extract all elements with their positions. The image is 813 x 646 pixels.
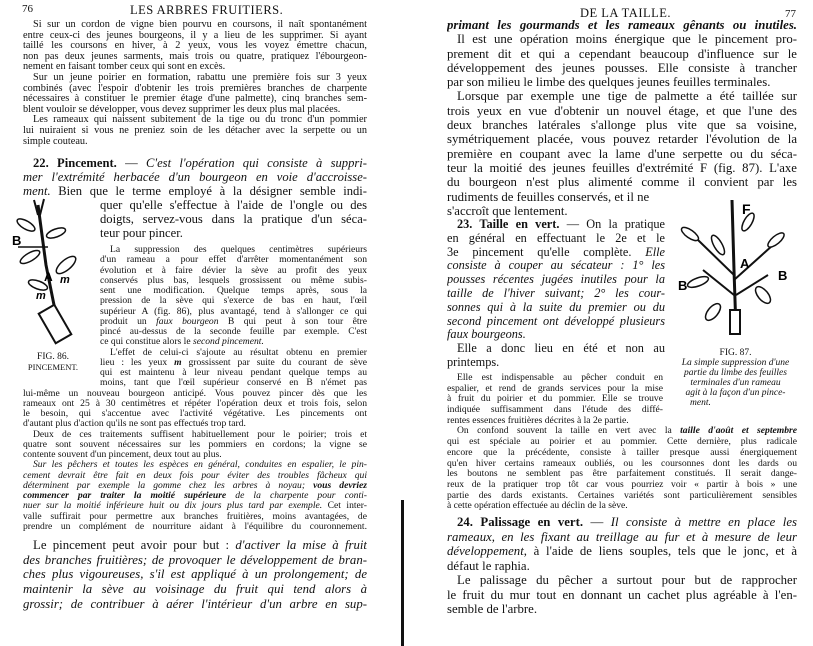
figure-87-caption-line: partie du limbe des feuilles [684,368,787,378]
text-run: développement des jeunes pousses. Elle consiste à trancher [447,60,797,75]
text-run: nuer sur la moitié inférieure huit ou dix jours plus tard par exemple. [23,501,323,512]
text-line [447,356,665,370]
text-run: rameaux ont 25 à 30 centimètres et répéter l'opération deux et trois fois, selon [23,398,367,409]
text-run: entre ceux-ci des jeunes bourgeons, il y a lieu de les supprimer. Si ayant [23,30,367,41]
text-run: espalier, et rend de grands services pour la mise [447,383,663,394]
text-line [23,419,367,429]
text-run: à fruit du poirier et du pommier. Elle se trouve [447,394,663,405]
text-run: printemps. [447,355,500,369]
text-run: lieu : les yeux [100,357,175,368]
text-run: qu'en hiver certains rameaux oubliés, ou les coursonnes dont les dards ou [447,458,797,469]
figure-label-a: A [44,270,53,284]
text-run: prement dit et qui a cependant beaucoup d'influence sur le [447,46,797,61]
text-line [447,515,797,530]
text-run: deux branches latérales s'allonge plus vite que sa voisine, [447,118,797,133]
text-line [23,553,367,568]
text-run: du bourgeon n'est plus alimenté comme il convient par les [447,175,797,190]
text-run: lui-même un nouveau bourgeon anticipé. Vous pouvez pincer dès que les [23,388,367,399]
text-run: Elle est indispensable au pêcher conduit en [457,373,663,383]
text-run: produit un [100,316,157,327]
text-line [23,20,367,31]
page-gutter [401,500,404,646]
text-line [23,137,367,148]
text-line [23,440,367,450]
text-line [23,450,367,460]
emphasis-text: vous devriez [313,480,367,491]
figure-87-number: FIG. 87. [719,348,752,358]
text-run: le fruit du mur tout en donnant un cachet plus agréable à l'en- [447,587,797,602]
figure-label-b: B [778,268,788,283]
figure-label-b: B [12,233,22,248]
text-run: quer qu'elle s'effectue à l'aide de l'ongle ou des [100,198,367,212]
pinching-plant-illustration [8,195,98,345]
text-run: maintenir la sève au voisinage du fruit qui tend alors à [23,582,367,597]
emphasis-text: 24. Palissage en vert. [457,515,584,529]
text-run: d'autant plus d'action qu'ils ne sont pas effectués trop tard. [23,419,246,430]
emphasis-text: taille d'août et septembre [680,426,797,437]
text-run: qui est maintenu à leur niveau pendant quelque temps au [100,368,367,378]
text-run: , à l'aide de liens souples, tels que le jonc, et à [523,544,797,558]
figure-label-m: m [36,290,46,302]
running-title-left: LES ARBRES FRUITIERS. [130,3,284,17]
text-run: sent une modification. Quelque temps après, sous la [100,286,367,296]
figure-label-f: F [742,201,751,217]
text-run: des branches fruitières; de provoquer le développement de bran- [23,552,367,567]
text-block-limbe [447,18,797,218]
text-run: La suppression des quelques centimètres supérieurs [110,245,367,255]
text-run: Le pincement peut avoir pour but : [33,538,236,552]
section-24-palissage [447,515,797,617]
figure-label-a: A [740,256,750,271]
figure-87-caption-line: agit à la façon d'un pince- [685,388,786,398]
text-run: pression de la sève qui s'exerce de bas en haut, l'œil [100,296,367,307]
text-run: 3e pincement qu'elle complète. [447,245,646,259]
text-run: teur la moitié des jeunes feuilles d'extrémité F (fig. 87). L'axe [447,160,797,175]
text-run: partie des dards existants. Certaines variétés sont particulièrement sensibles [447,490,797,501]
text-line [447,147,797,161]
text-line [447,89,797,103]
text-run: Elle [645,245,665,259]
text-line [447,416,797,427]
text-line [23,399,367,409]
text-run: Le palissage du pêcher a surtout pour but de rapprocher [457,573,797,587]
text-run: évolution et à faire dévier la sève au profit des yeux [100,265,367,276]
text-line [23,582,367,597]
text-run: L'effet de celui-ci s'ajoute au résultat obtenu en premier [110,347,367,358]
text-run: déterminent par exemple la gomme chez les arbres à noyau; [23,480,314,491]
text-run: symétriquement placée, vous pouvez retarder l'évolution de la [447,132,797,147]
text-run: supérieur A (fig. 86), plus avantagé, tend à s'allonger ce qui [100,306,367,317]
text-run: nement en faisant tomber ceux qui sont en excès. [23,62,226,73]
text-run: grossissent par suite du courant de sève [181,357,367,368]
text-run: Bien que le terme employé à la désigner semble indi- [50,184,367,198]
text-run: trois yeux en vue d'obtenir un nouvel étage, et que l'une des [447,103,797,118]
text-run: C'est l'opération qui consiste à suppri- [145,156,367,170]
emphasis-text: m [174,357,182,368]
text-line [447,448,797,459]
text-run: rameaux, en les fixant au treillage au fur et à mesure de leur [447,529,797,544]
text-run: d'activer la mise à fruit [235,538,367,552]
text-run: indiquée suffisamment dans l'étude des diffé- [447,405,663,416]
text-run: de la charpente pour conti- [226,491,367,501]
text-run: qui est spéciale au poirier et au pommier. Cette dernière, plus radicale [447,437,797,448]
text-run: taille de l'hiver suivant; 2° les cour- [447,286,665,300]
text-run: pousses récentes jugées inutiles pour la [447,273,665,287]
text-run: grossir; de contribuer à aérer l'intérieur d'un arbre en sup- [23,596,367,611]
text-line [447,559,797,574]
text-line [447,218,665,232]
text-run: les boutons ne semblent pas être parfaitement constitués. Il serait dange- [447,469,797,480]
figure-87-caption-line: La simple suppression d'une [681,358,790,368]
text-line [447,530,797,545]
text-line [447,161,797,175]
text-run: faux bourgeon [156,316,219,327]
text-run: faux bourgeons. [447,328,526,342]
text-line [23,378,367,388]
text-line [447,287,665,301]
text-line [23,105,367,116]
emphasis-text: 23. Taille en vert. [457,218,560,231]
figure-87-caption-line: terminales d'un rameau [690,378,781,388]
text-run: prendre un complément de nourriture aidant à l'équilibre du couronnement. [23,521,367,532]
text-run: non pas deux jeunes sarments, mais trois ou quatre, pratiquez l'ébourgeon- [23,51,367,62]
emphasis-text: primant les gourmands et les rameaux gênants ou inutiles. [447,18,797,32]
text-line [447,232,665,246]
figure-87 [668,200,803,408]
text-run: cement devrait être fait en deux fois pour éviter des troubles fâcheux qui [23,470,367,481]
text-line [23,41,367,52]
text-line [23,538,367,553]
text-run: ce qui constitue alors le [100,337,193,348]
text-line [447,469,797,480]
text-run: Il est une opération moins énergique que le pincement pro- [457,32,797,47]
text-line [23,94,367,105]
text-run: pincé au-dessus de la seconde feuille par exemple. C'est [100,327,367,337]
text-run: consiste à couper au sécateur : 1° les [447,259,665,273]
page-number-left: 76 [22,3,33,15]
text-line [23,389,367,399]
text-line [447,175,797,189]
text-line [447,32,797,46]
figure-label-b: B [678,278,688,293]
leaf-trimming-illustration [668,200,803,335]
text-line [23,567,367,582]
text-run: Si sur un cordon de vigne bien pourvu en coursons, il naît spontanément [33,20,367,30]
text-run: encore que la précédente, consiste à tailler presque aussi énergiquement [447,447,797,458]
text-run: d'un rameau a pour effet d'arrêter momentanément son [100,255,367,266]
running-title-right: DE LA TAILLE. [580,6,672,20]
emphasis-text: commencer par traiter la moitié supérieure [23,491,227,501]
figure-86-number: FIG. 86. [37,352,69,362]
text-run: lui nuiraient si vous ne preniez soin de les détacher avec la serpette ou un [23,125,367,136]
text-run: combinés (avec l'espoir d'obtenir les trois premières branches de charpente [23,83,367,94]
figure-86-title: PINCEMENT. [27,362,79,372]
text-line [23,597,367,612]
text-run: mer l'extrémité herbacée d'un bourgeon en voie d'accroisse- [23,170,367,184]
text-line [447,602,797,617]
text-run: Il consiste à mettre en place les [610,515,797,529]
emphasis-text: 22. Pincement. [33,156,117,170]
text-run: — [583,515,611,529]
text-run: — On la pratique [559,218,665,231]
figure-87-caption-line: ment. [690,398,711,408]
text-line [23,409,367,419]
text-run: conservés plus bas, lesquels grossissent ou même subis- [100,275,367,286]
text-run: moins, tant que l'œil supérieur conservé en B n'émet pas [100,378,367,389]
text-line [447,75,797,89]
text-run: simple couteau. [23,136,88,147]
text-run: développement [447,544,524,558]
text-run: par son milieu le limbe des quelques jeunes feuilles terminales. [447,75,771,90]
figure-label-m: m [60,274,70,286]
text-line [447,315,665,329]
text-line [447,544,797,559]
text-run: Deux de ces traitements suffisent habituellement pour le poirier; trois et [33,429,367,440]
text-block-ebourgeonnement [23,20,367,147]
text-run: valle suffirait pour permettre aux branches fruitières, moins avantagées, de [23,511,367,522]
text-line [23,471,367,481]
text-run: contente souvent d'un pincement, deux tout au plus. [23,450,222,460]
text-line [23,73,367,84]
text-run: nécessaires à constituer le premier étage d'une palmette), cinq branches sem- [23,94,367,105]
text-line [447,437,797,448]
text-line [447,301,665,315]
text-line [23,481,367,491]
text-line [447,18,797,32]
text-line [23,52,367,63]
text-run: le besoin, qui s'accentue avec l'activité végétative. Les pincements ont [23,409,367,419]
text-line [447,47,797,61]
text-run: semble de l'arbre. [447,602,538,616]
text-run: sonnes qui à la suite du premier ou du [447,300,665,314]
text-run: taillé les coursons en hiver, à 2 yeux, vous les voyez émettre chacun, [23,41,367,52]
text-block-pincement-but [23,538,367,611]
text-line [447,501,797,512]
text-line [447,61,797,75]
text-line [23,115,367,126]
text-run: ment. [23,184,51,198]
text-run: s'accroît que lentement. [447,203,568,218]
text-line [23,430,367,440]
text-run: rentes essences fruitières décrites à la 2e partie. [447,415,629,426]
text-line [23,460,367,470]
text-line [447,491,797,502]
text-line [447,328,665,342]
text-run: second pincement ont développé plusieurs [447,314,665,328]
text-line [23,156,367,170]
text-run: Elle a donc lieu en été et non au [457,342,665,356]
text-line [447,480,797,491]
page-number-right: 77 [785,8,796,20]
text-line [447,246,665,260]
text-run: reux de la pratiquer trop tôt car vous pourriez voir « partir à bois » une [447,479,797,490]
text-line [23,84,367,95]
text-run: Sur un jeune poirier en formation, rabattu une première fois sur 3 yeux [33,72,367,83]
text-line [447,132,797,146]
text-run: — [116,156,146,170]
text-run: second pincement. [192,337,264,348]
text-line [447,104,797,118]
text-run: première en coupant avec la lame d'une serpette ou du séca- [447,146,797,161]
text-line [23,522,367,532]
text-line [23,501,367,511]
text-line [23,512,367,522]
text-line [447,342,665,356]
text-line [23,31,367,42]
text-run: à cette opération effectuée au déclin de la sève. [447,501,628,512]
section-23-taille-en-vert [447,218,665,370]
text-line [447,573,797,588]
text-line [447,259,665,273]
text-run: Lorsque par exemple une tige de palmette a été taillée sur [457,89,797,104]
text-run: B qui peut à son tour être [218,316,367,327]
figure-86 [8,195,98,370]
text-line [23,491,367,501]
text-line [23,62,367,73]
text-line [23,126,367,137]
text-line [447,426,797,437]
text-run: en général en effectuant le 2e et le [447,231,665,245]
text-run: rudiments de feuilles conservés, et il ne [447,189,650,204]
text-line [447,273,665,287]
text-run: teur pour pincer. [100,226,183,240]
text-run: ches plus vigoureuses, s'il est appliqué à un prolongement; de [23,567,367,582]
text-line [447,118,797,132]
text-line [23,170,367,184]
text-run: doigts, servez-vous dans la pratique d'un séca- [100,212,367,226]
text-run: quatre sont souvent nécessaires sur les pommiers en cordons; la vigne se [23,439,367,450]
text-run: défaut le raphia. [447,558,530,573]
text-run: Sur les pêchers et toutes les espèces en général, conduites en espalier, le pin- [33,460,367,471]
text-line [447,459,797,470]
text-run: Cet inter- [322,501,367,512]
text-run: On confond souvent la taille en vert avec la [457,426,681,437]
text-line [447,588,797,603]
text-run: Les rameaux qui naissent subitement de la tige ou du tronc d'un pommier [33,115,367,126]
text-run: blent vouloir se développer, vous devez supprimer les deux plus mal placées. [23,104,341,115]
